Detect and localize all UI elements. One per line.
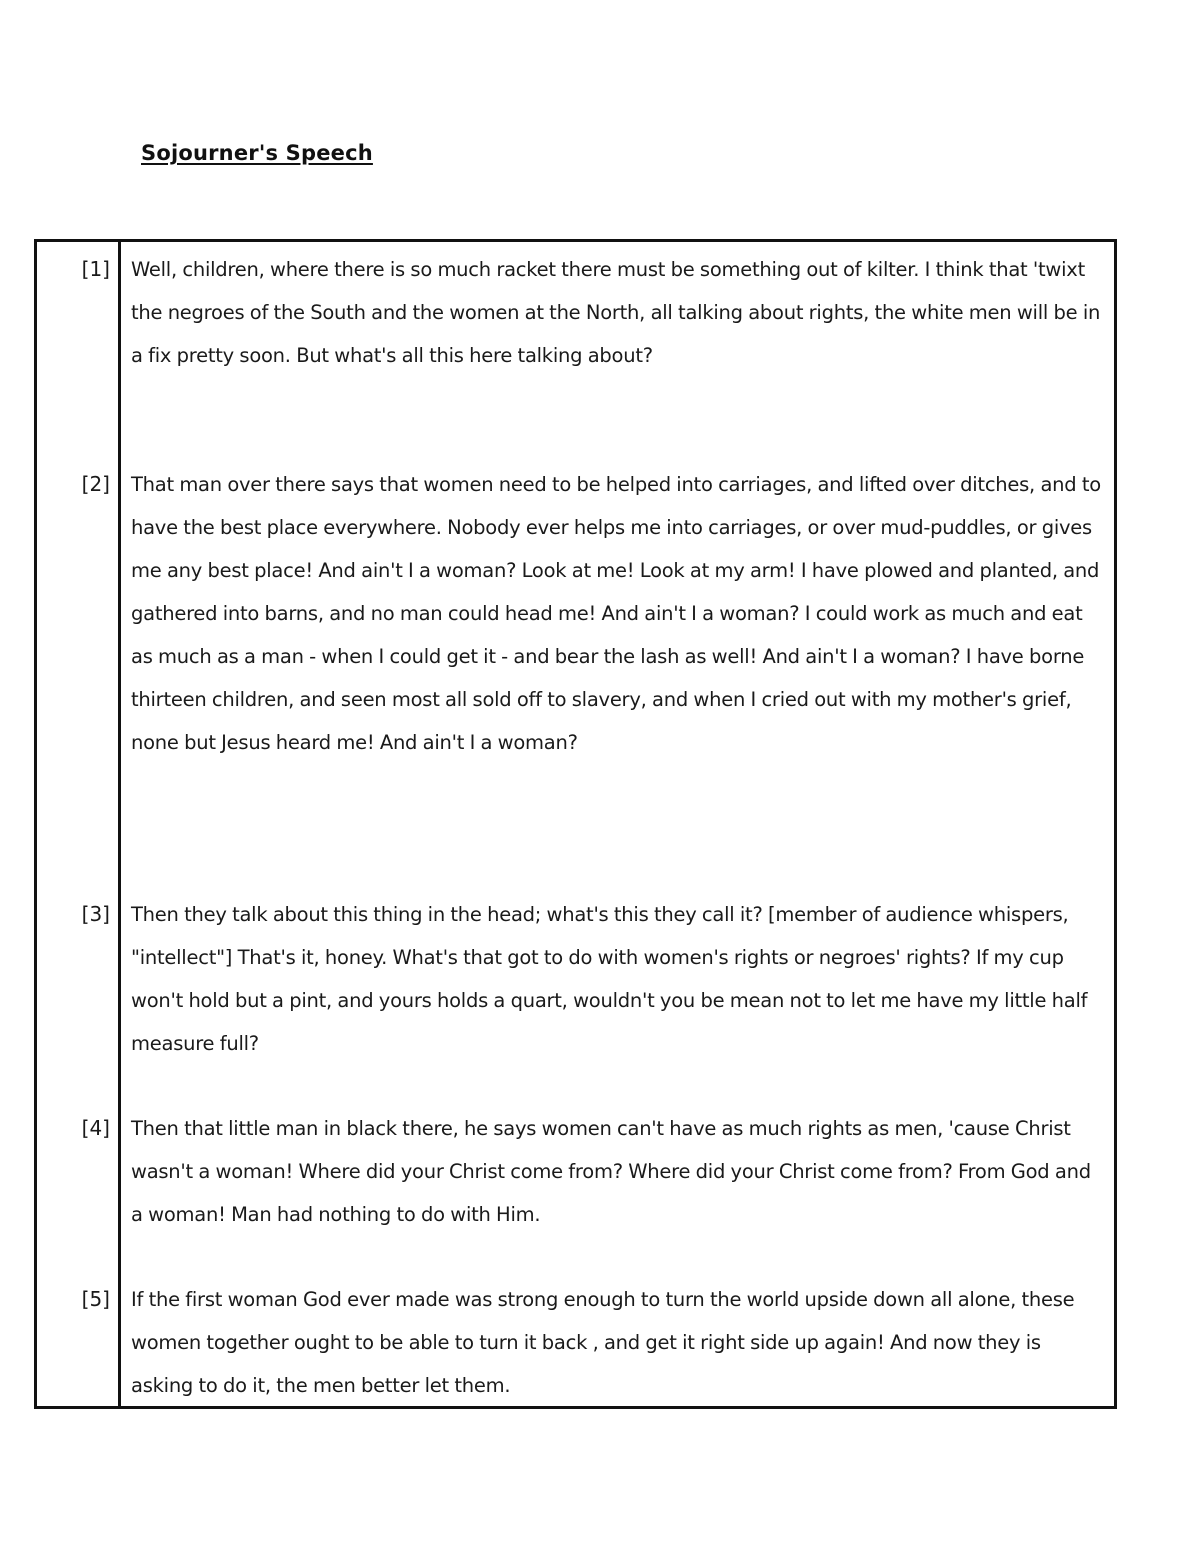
paragraph-number: [2] [81,472,110,496]
paragraph-text: Well, children, where there is so much racket there must be something out of kilter. I think that 'twixt the negroes of the South and the women at the North, all talking about rights, the white men will be in a fix pretty soon. But what's all this here talking about? [131,258,1101,367]
paragraph-number: [1] [81,257,110,281]
paragraph-number: [3] [81,902,110,926]
paragraph-number: [5] [81,1287,110,1311]
paragraph-text: That man over there says that women need to be helped into carriages, and lifted over ditches, and to have the best place everywhere. Nobody ever helps me into carriages, or over mud-puddles, or gives me any best place! And ain't I a woman? Look at me! Look at my arm! I have plowed and planted, and gathered into barns, and no man could head me! And ain't I a woman? I could work as much and eat as much as a man - when I could get it - and bear the lash as well! And ain't I a woman? I have borne thirteen children, and seen most all sold off to slavery, and when I cried out with my mother's grief, none but Jesus heard me! And ain't I a woman? [131,473,1101,754]
paragraph-text: Then that little man in black there, he says women can't have as much rights as men, 'cause Christ wasn't a woman! Where did your Christ come from? Where did your Christ come from? From God and a woman! Man had nothing to do with Him. [131,1117,1091,1226]
column-divider [118,242,121,1406]
paragraph-number: [4] [81,1116,110,1140]
speech-table [34,239,1117,1409]
paragraph-text: If the first woman God ever made was strong enough to turn the world upside down all alone, these women together ought to be able to turn it back , and get it right side up again! And now they is asking to do it, the men better let them. [131,1288,1075,1397]
paragraph-text: Then they talk about this thing in the head; what's this they call it? [member of audience whispers, "intellect"] That's it, honey. What's that got to do with women's rights or negroes' rights? If my cup won't hold but a pint, and yours holds a quart, wouldn't you be mean not to let me have my little half measure full? [131,903,1088,1055]
document-title: Sojourner's Speech [141,141,373,165]
